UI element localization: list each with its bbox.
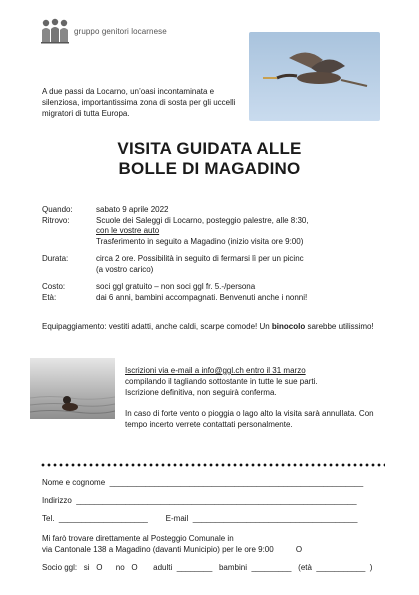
member-field[interactable]: Socio ggl: si O no O adulti ________ bambini _________ (età ___________ ) [42, 563, 373, 572]
page-title [0, 139, 419, 179]
phone-email-field[interactable]: Tel. ____________________ E-mail _____________________________________ [42, 514, 358, 523]
age-label: Età: [42, 292, 57, 302]
signup-line-1: Iscrizioni via e-mail a info@ggl.ch entro il 31 marzo [125, 366, 306, 375]
name-field[interactable]: Nome e cognome _________________________________________________________ [42, 478, 364, 487]
cost-label: Costo: [42, 282, 66, 291]
equipment-before: Equipaggiamento: vestiti adatti, anche caldi, scarpe comode! Un [42, 322, 272, 331]
signup-line-3: Iscrizione definitiva, non seguirà conferma. [125, 388, 277, 397]
lake-image [30, 358, 115, 419]
heron-photo [249, 32, 380, 121]
signup-line-2: compilando il tagliando sottostante in tutte le sue parti. [125, 377, 318, 386]
duration-label: Durata: [42, 254, 69, 263]
lake-bird-photo [30, 358, 115, 419]
org-name: gruppo genitori locarnese [74, 26, 167, 36]
when-value: sabato 9 aprile 2022 [96, 205, 169, 214]
equipment-binocular: binocolo [271, 322, 306, 331]
signup-info [125, 365, 380, 430]
when-label: Quando: [42, 205, 73, 214]
address-field[interactable]: Indirizzo _______________________________________________________________ [42, 496, 357, 505]
logo [40, 18, 167, 44]
intro-text: A due passi da Locarno, un’oasi incontaminata e silenziosa, importantissima zona di sosta per gli uccelli migratori di tutta Europa. [42, 87, 236, 118]
parking-line-2[interactable]: via Cantonale 138 a Magadino (davanti Municipio) per le ore 9:00 O [42, 545, 303, 554]
title-line-1: VISITA GUIDATA ALLE [117, 139, 302, 158]
equipment-after: sarebbe utilissimo! [305, 322, 374, 331]
meeting-label: Ritrovo: [42, 215, 70, 225]
equipment-text [42, 321, 382, 332]
weather-note: In caso di forte vento o pioggia o lago alto la visita sarà annullata. Con tempo incerto verrete contattati personalmente. [125, 409, 374, 429]
duration-value-2: (a vostro carico) [96, 264, 154, 274]
heron-image [249, 32, 380, 121]
duration-value-1: circa 2 ore. Possibilità in seguito di fermarsi lì per un picinc [96, 254, 304, 263]
event-details [42, 205, 366, 303]
cut-line [40, 463, 385, 467]
cost-value: soci ggl gratuito – non soci ggl fr. 5.-/persona [96, 282, 256, 291]
family-logo-icon [40, 18, 70, 44]
meeting-value-3: Trasferimento in seguito a Magadino (inizio visita ore 9:00) [96, 236, 304, 246]
meeting-value-2: con le vostre auto [96, 226, 160, 235]
title-line-2: BOLLE DI MAGADINO [118, 159, 301, 178]
age-value: dai 6 anni, bambini accompagnati. Benvenuti anche i nonni! [96, 292, 308, 302]
parking-line-1: Mi farò trovare direttamente al Posteggio Comunale in [42, 534, 234, 543]
meeting-value-1: Scuole dei Saleggi di Locarno, posteggio palestre, alle 8:30, [96, 215, 309, 225]
